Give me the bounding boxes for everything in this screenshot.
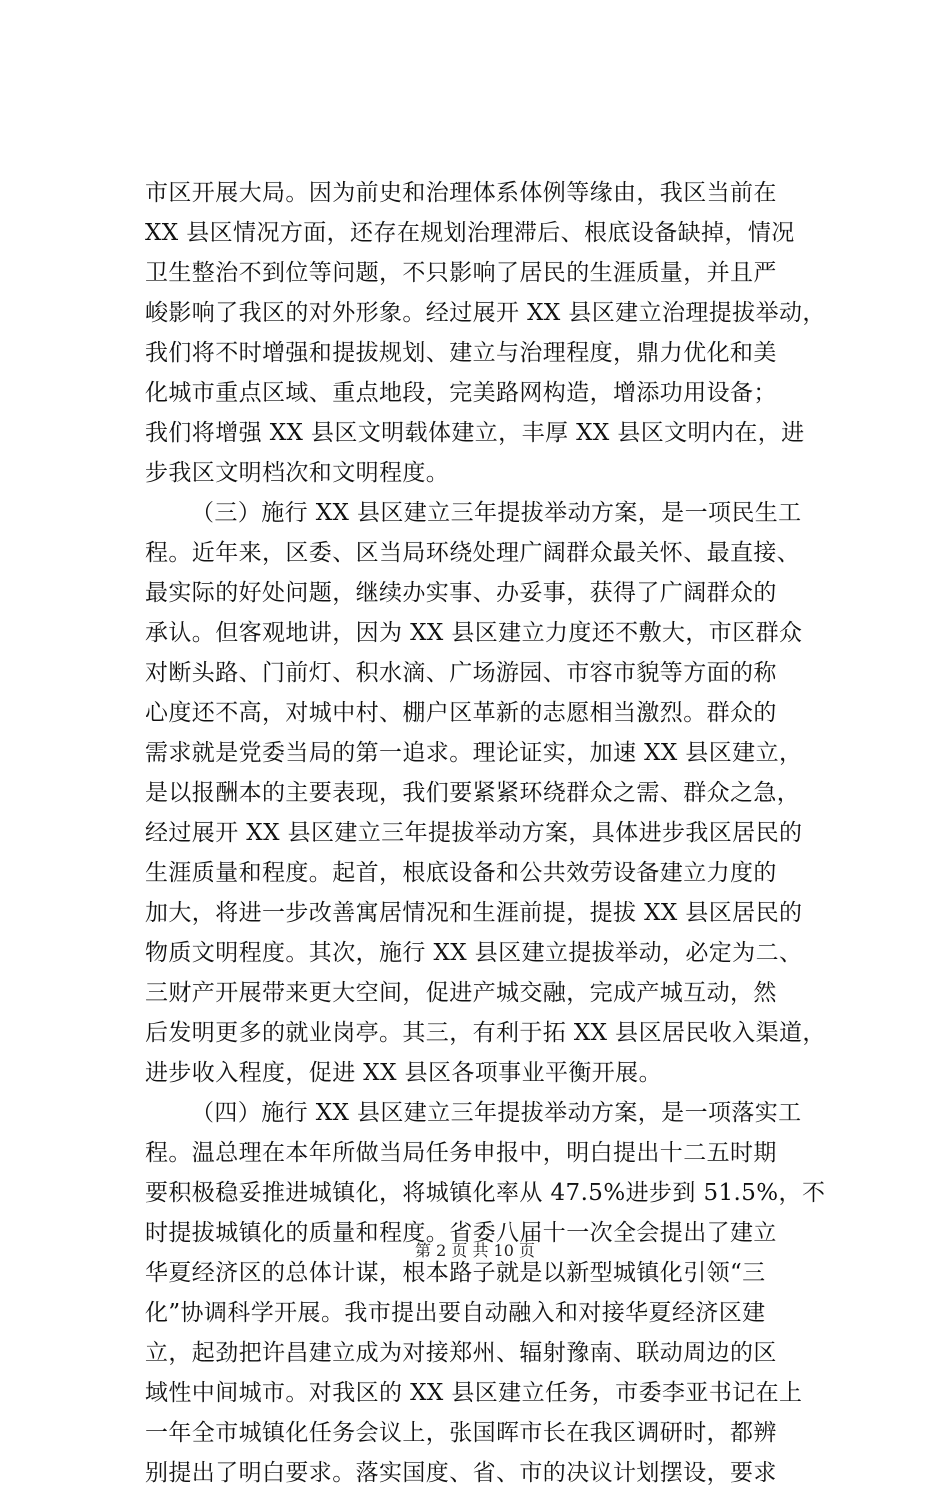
text-line: 卫生整治不到位等问题，不只影响了居民的生涯质量，并且严 xyxy=(145,260,777,286)
text-line: 对断头路、门前灯、积水滴、广场游园、市容市貌等方面的称 xyxy=(145,660,777,686)
page-number-footer: 第 2 页 共 10 页 xyxy=(415,1241,535,1260)
text-line: 时提拔城镇化的质量和程度。省委八届十一次全会提出了建立 xyxy=(145,1220,777,1246)
text-line: 域性中间城市。对我区的 XX 县区建立任务，市委李亚书记在上 xyxy=(145,1380,803,1406)
text-line: 我们将不时增强和提拔规划、建立与治理程度，鼎力优化和美 xyxy=(145,340,777,366)
paragraph-start-line: （四）施行 XX 县区建立三年提拔举动方案，是一项落实工 xyxy=(191,1100,802,1126)
text-line: 化”协调科学开展。我市提出要自动融入和对接华夏经济区建 xyxy=(145,1300,766,1326)
text-line: 市区开展大局。因为前史和治理体系体例等缘由，我区当前在 xyxy=(145,180,777,206)
paragraph-start-line: （三）施行 XX 县区建立三年提拔举动方案，是一项民生工 xyxy=(191,500,802,526)
text-line: 需求就是党委当局的第一追求。理论证实，加速 XX 县区建立， xyxy=(145,740,803,766)
text-line: 经过展开 XX 县区建立三年提拔举动方案，具体进步我区居民的 xyxy=(145,820,803,846)
text-line: 我们将增强 XX 县区文明载体建立，丰厚 XX 县区文明内在，进 xyxy=(145,420,805,446)
text-line: 程。近年来，区委、区当局环绕处理广阔群众最关怀、最直接、 xyxy=(145,540,801,566)
text-line: 心度还不高，对城中村、棚户区革新的志愿相当激烈。群众的 xyxy=(145,700,777,726)
document-body xyxy=(145,173,835,1493)
text-line: 最实际的好处问题，继续办实事、办妥事，获得了广阔群众的 xyxy=(145,580,777,606)
text-line: 是以报酬本的主要表现，我们要紧紧环绕群众之需、群众之急， xyxy=(145,780,801,806)
text-line: 峻影响了我区的对外形象。经过展开 XX 县区建立治理提拔举动， xyxy=(145,300,826,326)
text-line: 化城市重点区域、重点地段，完美路网构造，增添功用设备； xyxy=(145,380,777,406)
text-line: 进步收入程度，促进 XX 县区各项事业平衡开展。 xyxy=(145,1060,662,1086)
text-line: 三财产开展带来更大空间，促进产城交融，完成产城互动，然 xyxy=(145,980,777,1006)
text-line: 程。温总理在本年所做当局任务申报中，明白提出十二五时期 xyxy=(145,1140,777,1166)
text-line: 要积极稳妥推进城镇化，将城镇化率从 47.5%进步到 51.5%，不 xyxy=(145,1180,826,1206)
text-line: 别提出了明白要求。落实国度、省、市的决议计划摆设，要求 xyxy=(145,1460,777,1486)
text-line: 生涯质量和程度。起首，根底设备和公共效劳设备建立力度的 xyxy=(145,860,777,886)
text-line: XX 县区情况方面，还存在规划治理滞后、根底设备缺掉，情况 xyxy=(145,220,795,246)
text-line: 后发明更多的就业岗亭。其三，有利于拓 XX 县区居民收入渠道， xyxy=(145,1020,826,1046)
text-line: 物质文明程度。其次，施行 XX 县区建立提拔举动，必定为二、 xyxy=(145,940,803,966)
text-line: 承认。但客观地讲，因为 XX 县区建立力度还不敷大，市区群众 xyxy=(145,620,803,646)
text-line: 加大，将进一步改善寓居情况和生涯前提，提拔 XX 县区居民的 xyxy=(145,900,803,926)
text-line: 一年全市城镇化任务会议上，张国晖市长在我区调研时，都辨 xyxy=(145,1420,777,1446)
text-line: 步我区文明档次和文明程度。 xyxy=(145,460,450,486)
text-line: 华夏经济区的总体计谋，根本路子就是以新型城镇化引领“三 xyxy=(145,1260,766,1286)
text-line: 立，起劲把许昌建立成为对接郑州、辐射豫南、联动周边的区 xyxy=(145,1340,777,1366)
